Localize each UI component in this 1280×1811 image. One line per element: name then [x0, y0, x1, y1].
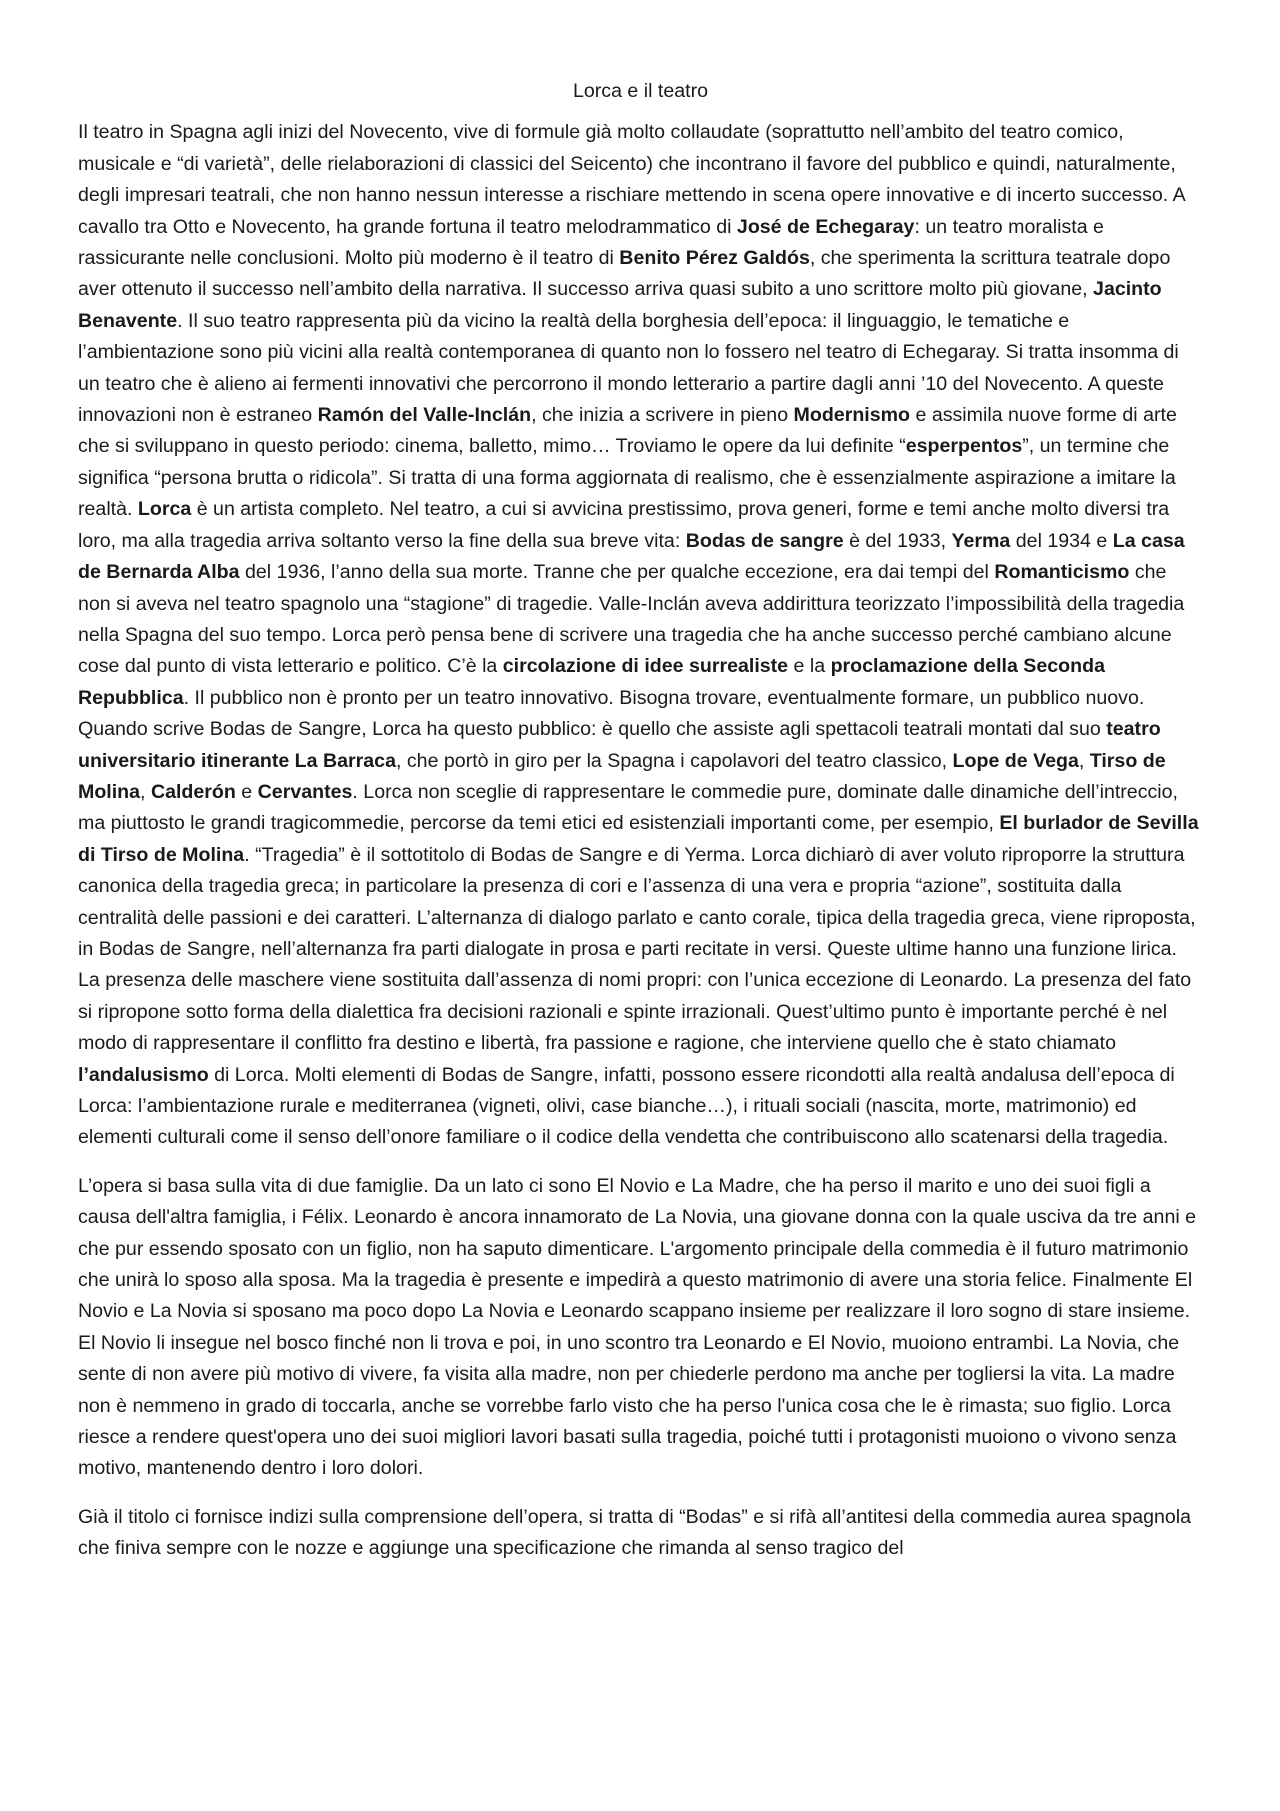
- text-run: . Il pubblico non è pronto per un teatro innovativo. Bisogna trovare, eventualmente formare, un pubblico nuovo. Quando scrive Bodas de Sangre, Lorca ha questo pubblico: è quello che assiste agli spettacoli teatrali montati dal suo: [78, 686, 1145, 741]
- text-run: e: [235, 780, 258, 803]
- text-run: e la: [788, 655, 831, 678]
- text-run: e assimila nuove forme di arte che si sviluppano in questo periodo: cinema, balletto, mimo… Troviamo le opere da lui definite “: [78, 404, 1177, 458]
- text-run: ,: [140, 780, 151, 803]
- text-run: Già il titolo ci fornisce indizi sulla comprensione dell’opera, si tratta di “Bodas” e si rifà all’antitesi della commedia aurea spagnola che finiva sempre con le nozze e aggiunge una specificazione che rimanda al senso tragico del: [78, 1505, 1192, 1560]
- document-body: [78, 117, 1203, 1564]
- text-run: . Lorca non sceglie di rappresentare le commedie pure, dominate dalle dinamiche dell’intreccio, ma piuttosto le grandi tragicommedie, percorse da temi etici ed esistenziali importanti come, per esempio,: [78, 780, 1178, 835]
- text-run: : un teatro moralista e rassicurante nelle conclusioni. Molto più moderno è il teatro di: [78, 215, 1104, 270]
- bold-text-run: proclamazione della Seconda Repubblica: [78, 655, 1105, 709]
- text-run: di Lorca. Molti elementi di Bodas de Sangre, infatti, possono essere ricondotti alla realtà andalusa dell’epoca di Lorca: l’ambientazione rurale e mediterranea (vigneti, olivi, case bianche…), i rituali sociali (nascita, morte, matrimonio) ed elementi culturali come il senso dell’onore familiare o il codice della vendetta che contribuiscono allo scatenarsi della tragedia.: [78, 1063, 1175, 1149]
- text-run: , che portò in giro per la Spagna i capolavori del teatro classico,: [395, 749, 953, 772]
- bold-text-run: teatro universitario itinerante La Barraca: [78, 718, 1161, 772]
- text-run: , che sperimenta la scrittura teatrale dopo aver ottenuto il successo nell’ambito della narrativa. Il successo arriva quasi subito a uno scrittore molto più giovane,: [78, 247, 1171, 301]
- bold-text-run: El burlador de Sevilla di Tirso de Molina: [78, 812, 1199, 866]
- bold-text-run: La casa de Bernarda Alba: [78, 529, 1185, 584]
- document-page: [78, 76, 1203, 1582]
- bold-text-run: Ramón del Valle-Inclán: [317, 404, 532, 427]
- text-run: che non si aveva nel teatro spagnolo una “stagione” di tragedie. Valle-Inclán aveva addirittura teorizzato l’impossibilità della tragedia nella Spagna del suo tempo. Lorca però pensa bene di scrivere una tragedia che ha anche successo perché cambiano alcune cose dal punto di vista letterario e politico. C’è la: [78, 561, 1185, 678]
- bold-text-run: Lorca: [137, 498, 192, 521]
- text-run: del 1934 e: [1010, 529, 1113, 552]
- bold-text-run: esperpentos: [905, 435, 1023, 458]
- text-run: , che inizia a scrivere in pieno: [531, 404, 794, 427]
- text-run: . Il suo teatro rappresenta più da vicino la realtà della borghesia dell’epoca: il linguaggio, le tematiche e l’ambientazione sono più vicini alla realtà contemporanea di quanto non lo fossero nel teatro di Echegaray. Si tratta insomma di un teatro che è alieno ai fermenti innovativi che percorrono il mondo letterario a partire dagli anni ’10 del Novecento. A queste innovazioni non è estraneo: [78, 309, 1179, 427]
- text-run: Il teatro in Spagna agli inizi del Novecento, vive di formule già molto collaudate (soprattutto nell’ambito del teatro comico, musicale e “di varietà”, delle rielaborazioni di classici del Seicento) che incontrano il favore del pubblico e quindi, naturalmente, degli impresari teatrali, che non hanno nessun interesse a rischiare mettendo in scena opere innovative e di incerto successo. A cavallo tra Otto e Novecento, ha grande fortuna il teatro melodrammatico di: [78, 121, 1185, 238]
- bold-text-run: Benito Pérez Galdós: [619, 247, 810, 270]
- bold-text-run: l’andalusismo: [78, 1063, 209, 1086]
- text-run: . “Tragedia” è il sottotitolo di Bodas de Sangre e di Yerma. Lorca dichiarò di aver voluto riproporre la struttura canonica della tragedia greca; in particolare la presenza di cori e l’assenza di una vera e propria “azione”, sostituita dalla centralità delle passioni e dei caratteri. L’alternanza di dialogo parlato e canto corale, tipica della tragedia greca, viene riproposta, in Bodas de Sangre, nell’alternanza fra parti dialogate in prosa e parti recitate in versi. Queste ultime hanno una funzione lirica. La presenza delle maschere viene sostituita dall’assenza di nomi propri: con l’unica eccezione di Leonardo. La presenza del fato si ripropone sotto forma della dialettica fra decisioni razionali e spinte irrazionali. Quest’ultimo punto è importante perché è nel modo di rappresentare il conflitto fra destino e libertà, fra passione e ragione, che interviene quello che è stato chiamato: [78, 843, 1196, 1055]
- paragraph: [78, 1171, 1203, 1485]
- text-run: ,: [1078, 749, 1090, 772]
- bold-text-run: Lope de Vega: [952, 749, 1079, 772]
- bold-text-run: Bodas de sangre: [685, 529, 844, 552]
- bold-text-run: Romanticismo: [994, 561, 1130, 584]
- paragraph: [78, 1502, 1203, 1565]
- bold-text-run: Yerma: [951, 529, 1011, 552]
- bold-text-run: circolazione di idee surrealiste: [502, 655, 789, 678]
- bold-text-run: Calderón: [150, 780, 236, 803]
- text-run: è del 1933,: [843, 529, 952, 552]
- document-title: Lorca e il teatro: [572, 80, 709, 102]
- paragraph: [78, 117, 1203, 1153]
- bold-text-run: Jacinto Benavente: [78, 278, 1162, 332]
- text-run: del 1936, l’anno della sua morte. Tranne che per qualche eccezione, era dai tempi del: [239, 561, 995, 584]
- bold-text-run: Tirso de Molina: [78, 749, 1166, 803]
- bold-text-run: Cervantes: [257, 780, 353, 803]
- text-run: L’opera si basa sulla vita di due famiglie. Da un lato ci sono El Novio e La Madre, che ha perso il marito e uno dei suoi figli a causa dell'altra famiglia, i Félix. Leonardo è ancora innamorato de La Novia, una giovane donna con la quale usciva da tre anni e che pur essendo sposato con un figlio, non ha saputo dimenticare. L'argomento principale della commedia è il futuro matrimonio che unirà lo sposo alla sposa. Ma la tragedia è presente e impedirà a questo matrimonio di avere una storia felice. Finalmente El Novio e La Novia si sposano ma poco dopo La Novia e Leonardo scappano insieme per realizzare il loro sogno di stare insieme. El Novio li insegue nel bosco finché non li trova e poi, in uno scontro tra Leonardo e El Novio, muoiono entrambi. La Novia, che sente di non avere più motivo di vivere, fa visita alla madre, non per chiederle perdono ma anche per togliersi la vita. La madre non è nemmeno in grado di toccarla, anche se vorrebbe farlo visto che ha perso l'unica cosa che le è rimasta; suo figlio. Lorca riesce a rendere quest'opera uno dei suoi migliori lavori basati sulla tragedia, poiché tutti i protagonisti muoiono o vivono senza motivo, mantenendo dentro i loro dolori.: [78, 1174, 1197, 1480]
- bold-text-run: Modernismo: [793, 404, 911, 427]
- text-run: è un artista completo. Nel teatro, a cui si avvicina prestissimo, prova generi, forme e temi anche molto diversi tra loro, ma alla tragedia arriva soltanto verso la fine della sua breve vita:: [78, 498, 1170, 552]
- bold-text-run: José de Echegaray: [736, 215, 915, 238]
- text-run: ”, un termine che significa “persona brutta o ridicola”. Si tratta di una forma aggiornata di realismo, che è essenzialmente aspirazione a imitare la realtà.: [78, 435, 1176, 521]
